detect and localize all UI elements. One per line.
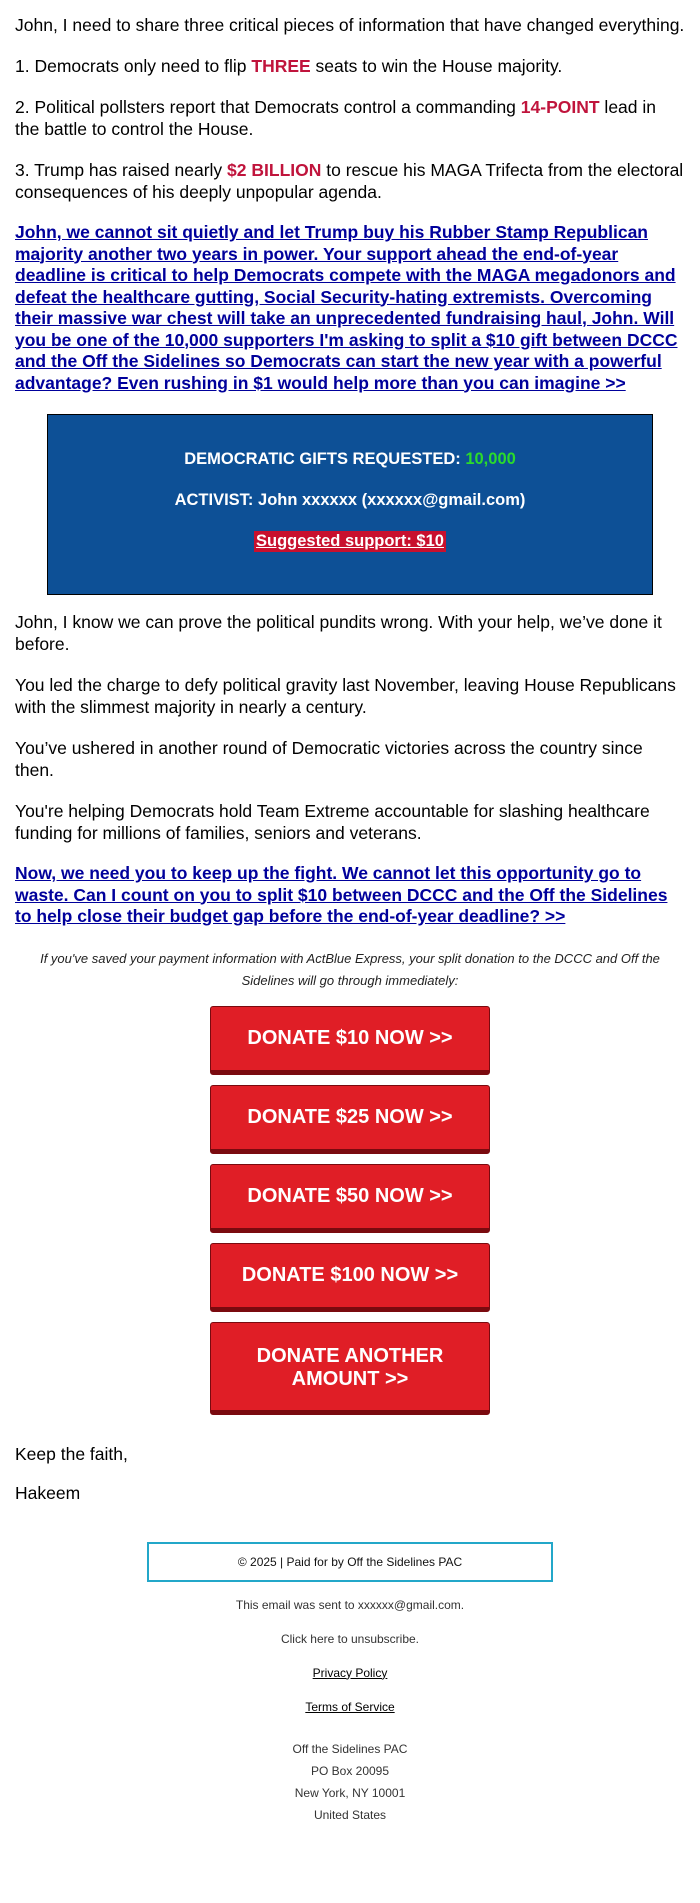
paragraph: John, I know we can prove the political pundits wrong. With your help, we’ve done it before. — [15, 612, 662, 654]
activist-row: ACTIVIST: John xxxxxx (xxxxxx@gmail.com) — [174, 491, 526, 509]
donate-other-amount-button[interactable]: DONATE ANOTHER AMOUNT >> — [210, 1322, 490, 1415]
terms-of-service-link[interactable]: Terms of Service — [305, 1699, 395, 1714]
address-line: Off the Sidelines PAC — [292, 1741, 408, 1756]
intro-text: John, I need to share three critical pieces of information that have changed everything. — [15, 15, 685, 35]
suggested-support-row — [48, 531, 652, 552]
paragraph: You led the charge to defy political gravity last November, leaving House Republicans with the slimmest majority in nearly a century. — [15, 675, 676, 717]
signer-name: Hakeem — [15, 1482, 81, 1503]
address-line: PO Box 20095 — [310, 1763, 390, 1778]
gifts-requested-label: DEMOCRATIC GIFTS REQUESTED: — [184, 450, 466, 468]
point-one — [15, 55, 685, 77]
actblue-express-note: If you've saved your payment information with ActBlue Express, your split donation to the DCCC and Off the Sidelines will go through immediately: — [40, 950, 660, 988]
donate-25-button[interactable]: DONATE $25 NOW >> — [210, 1085, 490, 1154]
paid-for-disclaimer: © 2025 | Paid for by Off the Sidelines PAC — [147, 1542, 553, 1582]
point-three-pre: 3. Trump has raised nearly — [15, 160, 228, 180]
gift-request-box — [47, 414, 653, 595]
appeal-link[interactable]: John, we cannot sit quietly and let Trump buy his Rubber Stamp Republican majority another two years in power. Your support ahead the end-of-year deadline is critical to help Democrats compete with the MAGA megadonors and defeat the healthcare gutting, Social Security-hating extremists. Overcoming their massive war chest will take an unprecedented fundraising haul, John. Will you be one of the 10,000 supporters I'm asking to split a $10 gift between DCCC and the Off the Sidelines so Democrats can start the new year with a powerful advantage? Even rushing in $1 would help more than you can imagine >> — [15, 222, 678, 393]
point-three — [15, 159, 685, 203]
gifts-requested-row — [48, 449, 652, 469]
mailing-address — [15, 1738, 685, 1826]
footer — [15, 1542, 685, 1826]
point-three-post: to rescue his MAGA Trifecta from the electoral consequences of his deeply unpopular agenda. — [15, 160, 684, 202]
signoff: Keep the faith, — [15, 1443, 128, 1464]
suggested-support-link[interactable]: Suggested support: $10 — [256, 532, 444, 550]
point-two-highlight: 14-POINT — [520, 97, 600, 117]
unsubscribe-link[interactable]: Click here to unsubscribe. — [280, 1631, 420, 1646]
gifts-requested-value: 10,000 — [465, 450, 516, 468]
point-two-pre: 2. Political pollsters report that Democrats control a commanding — [15, 97, 521, 117]
donate-100-button[interactable]: DONATE $100 NOW >> — [210, 1243, 490, 1312]
point-one-highlight: THREE — [251, 56, 311, 76]
point-three-highlight: $2 BILLION — [227, 160, 322, 180]
point-two-post: lead in the battle to control the House. — [15, 97, 656, 139]
fight-link[interactable]: Now, we need you to keep up the fight. We cannot let this opportunity go to waste. Can I count on you to split $10 between DCCC and the Off the Sidelines to help close their budget gap before the end-of-year deadline? >> — [15, 863, 668, 926]
point-two — [15, 96, 685, 140]
point-one-pre: 1. Democrats only need to flip — [15, 56, 252, 76]
donate-50-button[interactable]: DONATE $50 NOW >> — [210, 1164, 490, 1233]
address-line: United States — [313, 1807, 387, 1822]
donate-10-button[interactable]: DONATE $10 NOW >> — [210, 1006, 490, 1075]
paragraph: You’ve ushered in another round of Democratic victories across the country since then. — [15, 738, 643, 780]
paragraph: You're helping Democrats hold Team Extreme accountable for slashing healthcare funding for millions of families, seniors and veterans. — [15, 801, 650, 843]
sent-to-notice: This email was sent to xxxxxx@gmail.com. — [235, 1597, 465, 1612]
privacy-policy-link[interactable]: Privacy Policy — [312, 1665, 388, 1680]
address-line: New York, NY 10001 — [294, 1785, 406, 1800]
point-one-post: seats to win the House majority. — [310, 56, 563, 76]
